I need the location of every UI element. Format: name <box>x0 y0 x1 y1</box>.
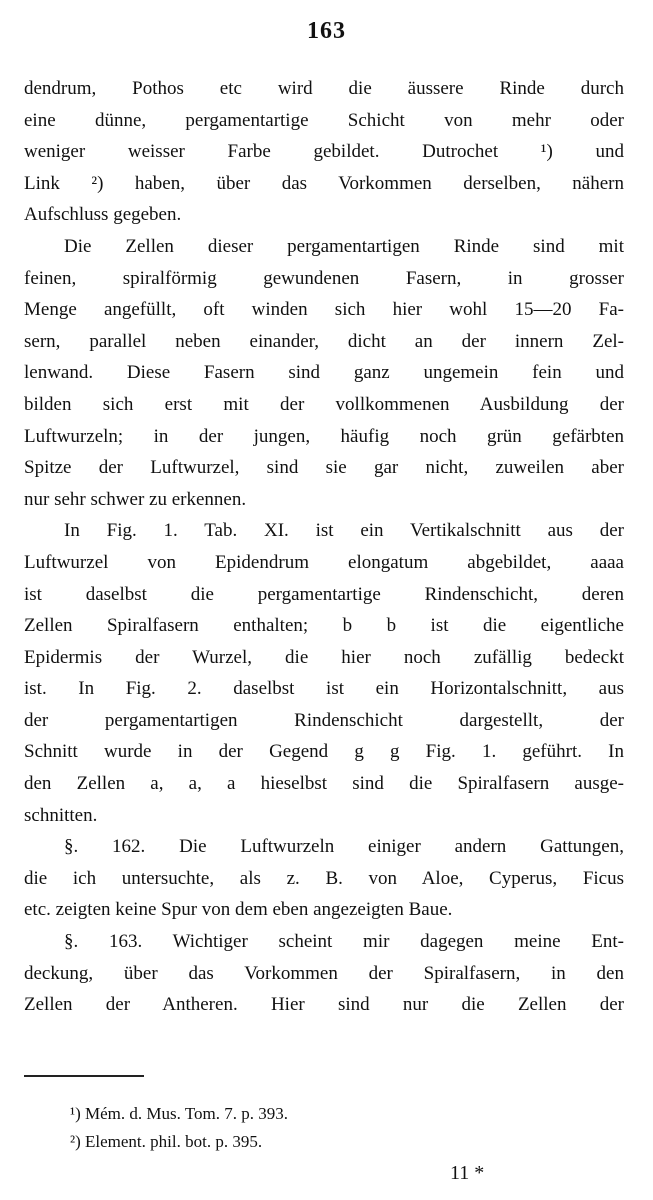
footnote-2: ²) Element. phil. bot. p. 395. <box>70 1132 263 1151</box>
text-line: Spitze der Luftwurzel, sind sie gar nicht, zuweilen aber <box>24 457 624 479</box>
text-line: der pergamentartigen Rindenschicht dargestellt, der <box>24 709 624 731</box>
text-line: Link ²) haben, über das Vorkommen derselben, nähern <box>24 172 624 194</box>
text-line: ist daselbst die pergamentartige Rindenschicht, deren <box>24 583 624 605</box>
text-line: Menge angefüllt, oft winden sich hier wohl 15—20 Fa- <box>24 299 624 321</box>
text-line: Zellen der Antheren. Hier sind nur die Zellen der <box>24 994 624 1016</box>
text-line: eine dünne, pergamentartige Schicht von mehr oder <box>24 109 624 131</box>
text-line: feinen, spiralförmig gewundenen Fasern, in grosser <box>24 267 624 289</box>
text-line: In Fig. 1. Tab. XI. ist ein Vertikalschnitt aus der <box>64 520 624 542</box>
text-line: Luftwurzeln; in der jungen, häufig noch grün gefärbten <box>24 425 624 447</box>
text-line: Epidermis der Wurzel, die hier noch zufällig bedeckt <box>24 646 624 668</box>
page-number: 163 <box>307 18 346 44</box>
text-line: die ich untersuchte, als z. B. von Aloe, Cyperus, Ficus <box>24 867 624 889</box>
text-line: etc. zeigten keine Spur von dem eben angezeigten Baue. <box>24 899 453 921</box>
text-line: §. 162. Die Luftwurzeln einiger andern Gattungen, <box>64 836 624 858</box>
text-line: dendrum, Pothos etc wird die äussere Rinde durch <box>24 78 624 99</box>
text-line: ist. In Fig. 2. daselbst ist ein Horizontalschnitt, aus <box>24 678 624 700</box>
footnotes <box>70 1100 590 1156</box>
text-line: deckung, über das Vorkommen der Spiralfasern, in den <box>24 962 624 984</box>
text-line: den Zellen a, a, a hieselbst sind die Spiralfasern ausge- <box>24 773 624 795</box>
body-text <box>24 73 624 1021</box>
text-line: schnitten. <box>24 804 98 826</box>
text-line: Schnitt wurde in der Gegend g g Fig. 1. geführt. In <box>24 741 624 763</box>
text-line: §. 163. Wichtiger scheint mir dagegen meine Ent- <box>64 931 624 953</box>
text-line: sern, parallel neben einander, dicht an der innern Zel- <box>24 330 624 352</box>
text-line: weniger weisser Farbe gebildet. Dutrochet ¹) und <box>24 141 624 163</box>
text-line: Luftwurzel von Epidendrum elongatum abgebildet, aaaa <box>24 551 624 573</box>
text-line: Die Zellen dieser pergamentartigen Rinde sind mit <box>64 235 624 257</box>
text-line: Zellen Spiralfasern enthalten; b b ist die eigentliche <box>24 615 624 637</box>
text-line: Aufschluss gegeben. <box>24 204 182 226</box>
text-line: nur sehr schwer zu erkennen. <box>24 488 247 510</box>
footnote-rule <box>24 1075 144 1077</box>
text-line: lenwand. Diese Fasern sind ganz ungemein fein und <box>24 362 624 384</box>
footnote-1: ¹) Mém. d. Mus. Tom. 7. p. 393. <box>70 1104 288 1123</box>
text-line: bilden sich erst mit der vollkommenen Ausbildung der <box>24 393 624 415</box>
signature-mark: 11 * <box>450 1162 485 1184</box>
